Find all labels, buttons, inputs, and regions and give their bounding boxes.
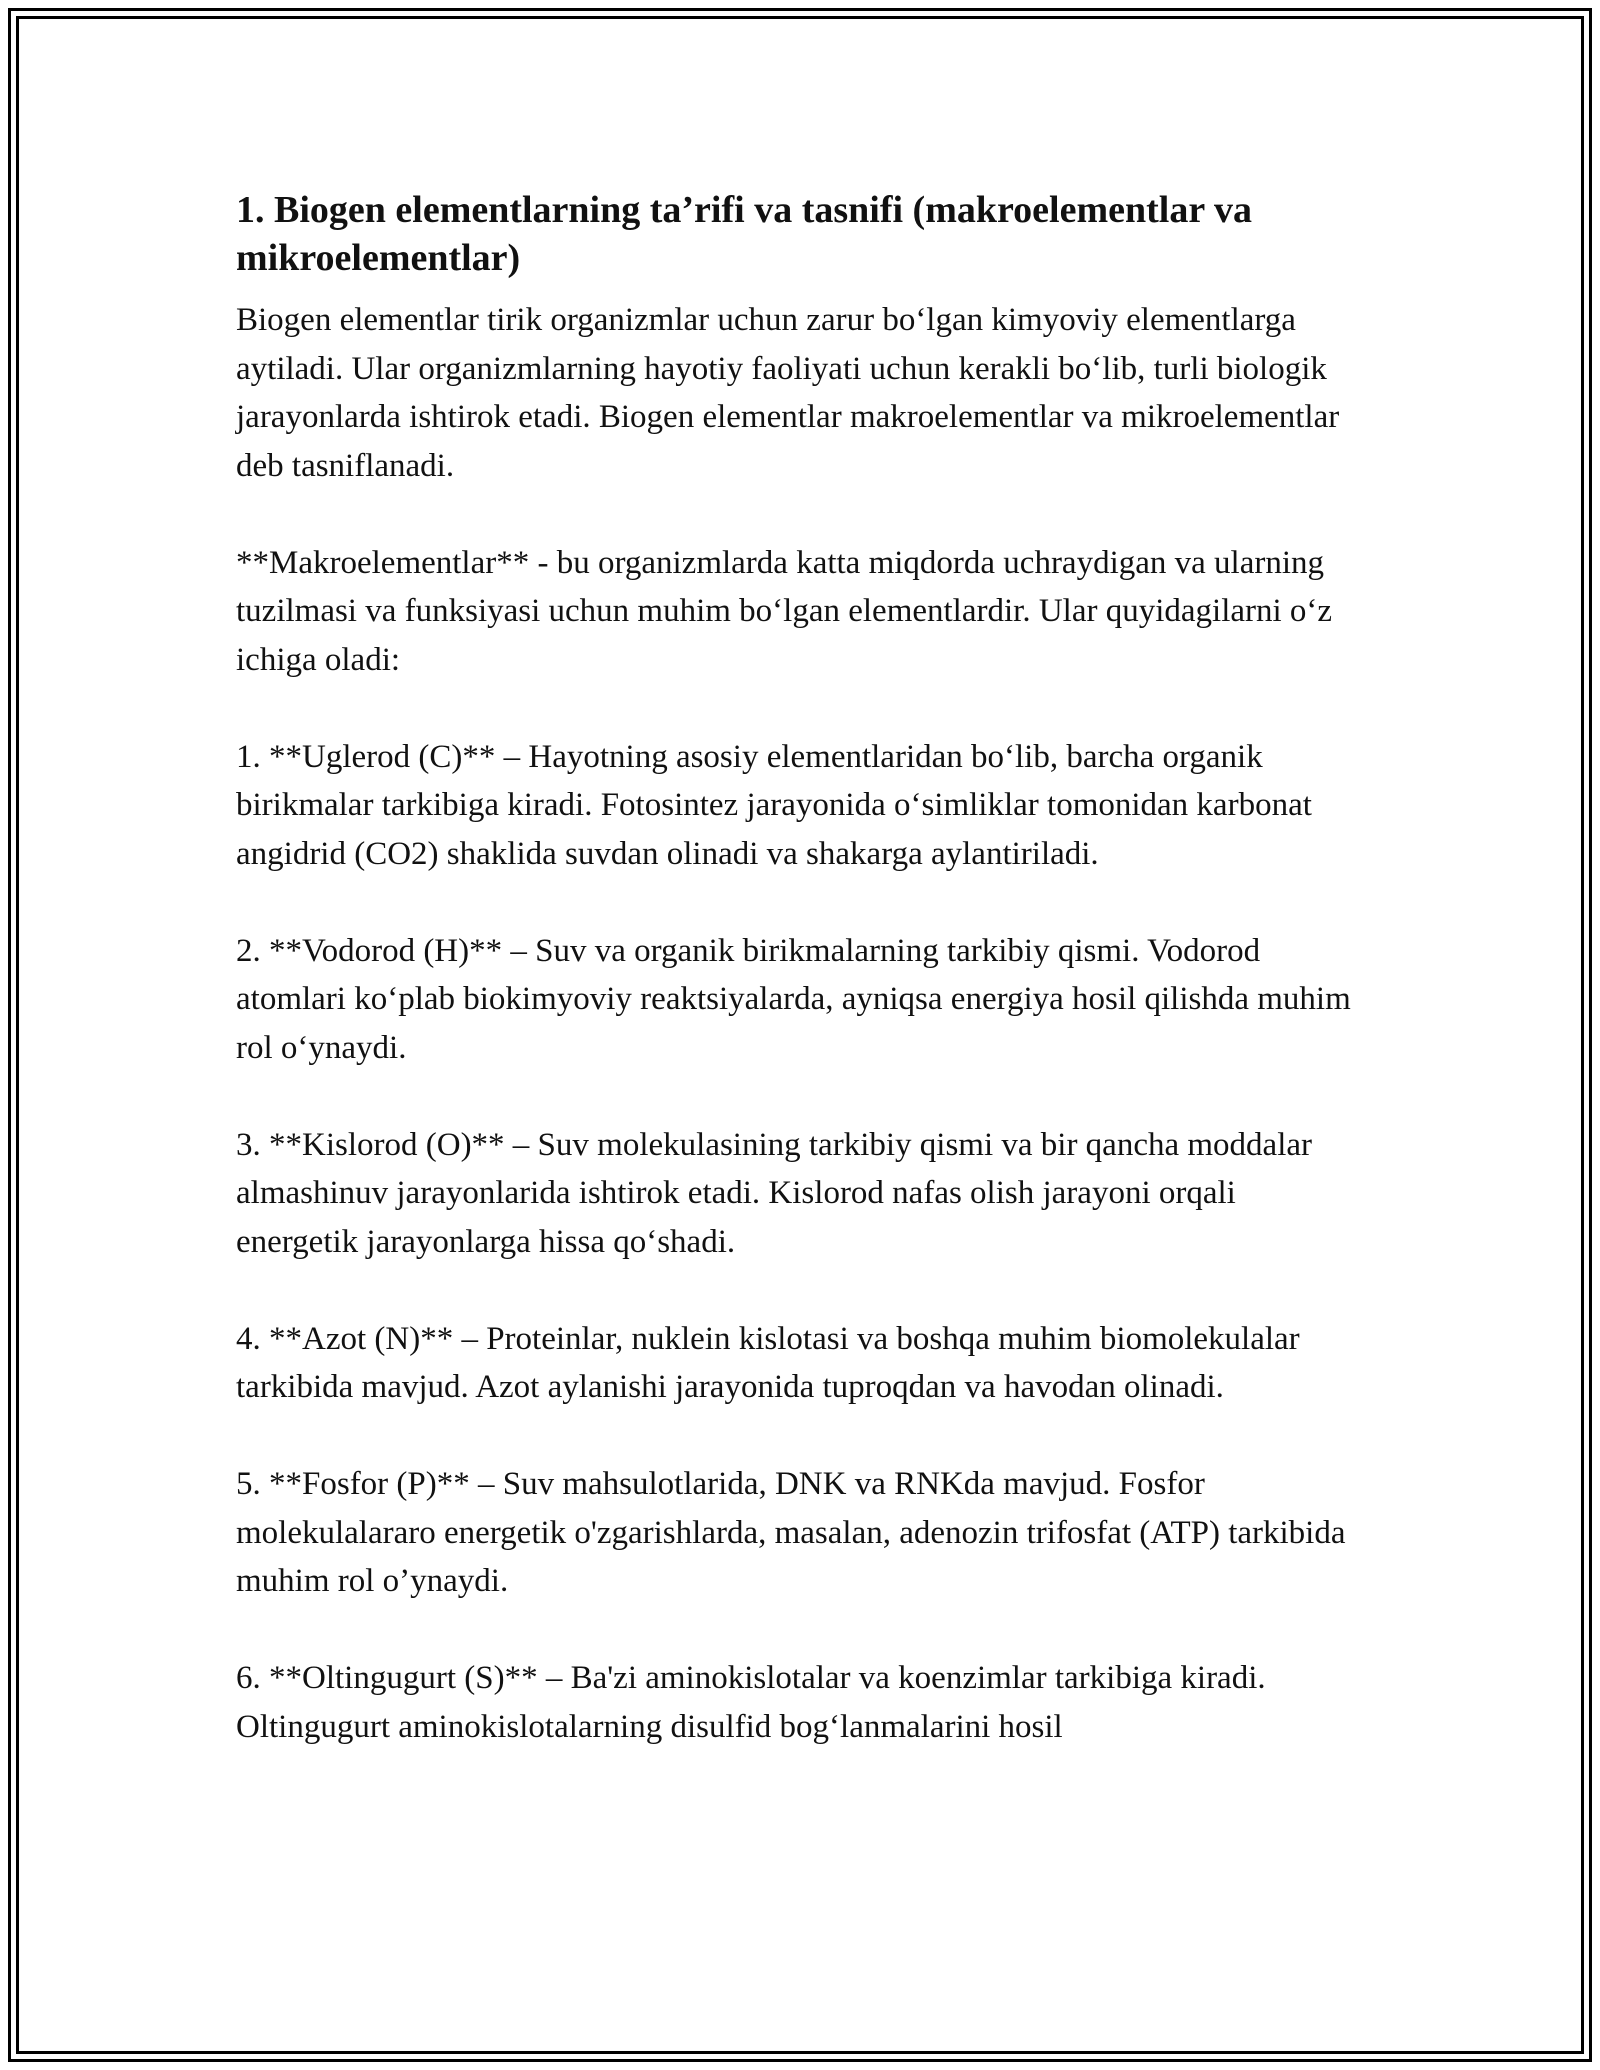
section-heading: 1. Biogen elementlarning ta’rifi va tasnifi (makroelementlar va mikroelementlar) <box>236 189 1252 279</box>
list-item-oxygen: 3. **Kislorod (O)** – Suv molekulasining tarkibiy qismi va bir qancha moddalar almashinuv jarayonlarida ishtirok etadi. Kislorod nafas olish jarayoni orqali energetik jarayonlarga hissa qo‘shadi. <box>236 1126 1312 1260</box>
list-item-carbon: 1. **Uglerod (C)** – Hayotning asosiy elementlaridan bo‘lib, barcha organik birikmalar tarkibiga kiradi. Fotosintez jarayonida o‘simliklar tomonidan karbonat angidrid (CO2) shaklida suvdan olinadi va shakarga aylantiriladi. <box>236 738 1312 872</box>
list-item-sulfur: 6. **Oltingugurt (S)** – Ba'zi aminokislotalar va koenzimlar tarkibiga kiradi. Oltingugurt aminokislotalarning disulfid bog‘lanmalarini hosil <box>236 1660 1266 1745</box>
list-item-nitrogen: 4. **Azot (N)** – Proteinlar, nuklein kislotasi va boshqa muhim biomolekulalar tarkibida mavjud. Azot aylanishi jarayonida tuproqdan va havodan olinadi. <box>236 1320 1300 1405</box>
paragraph-macroelements: **Makroelementlar** - bu organizmlarda katta miqdorda uchraydigan va ularning tuzilmasi va funksiyasi uchun muhim bo‘lgan elementlardir. Ular quyidagilarni o‘z ichiga oladi: <box>236 544 1333 678</box>
list-item-hydrogen: 2. **Vodorod (H)** – Suv va organik birikmalarning tarkibiy qismi. Vodorod atomlari ko‘plab biokimyoviy reaktsiyalarda, ayniqsa energiya hosil qilishda muhim rol o‘ynaydi. <box>236 932 1351 1066</box>
paragraph-definition: Biogen elementlar tirik organizmlar uchun zarur bo‘lgan kimyoviy elementlarga aytiladi. Ular organizmlarning hayotiy faoliyati uchun kerakli bo‘lib, turli biologik jarayonlarda ishtirok etadi. Biogen elementlar makroelementlar va mikroelementlar deb tasniflanadi. <box>236 302 1340 484</box>
document-body <box>236 186 1366 1751</box>
list-item-phosphorus: 5. **Fosfor (P)** – Suv mahsulotlarida, DNK va RNKda mavjud. Fosfor molekulalararo energetik o'zgarishlarda, masalan, adenozin trifosfat (ATP) tarkibida muhim rol o’ynaydi. <box>236 1466 1346 1599</box>
